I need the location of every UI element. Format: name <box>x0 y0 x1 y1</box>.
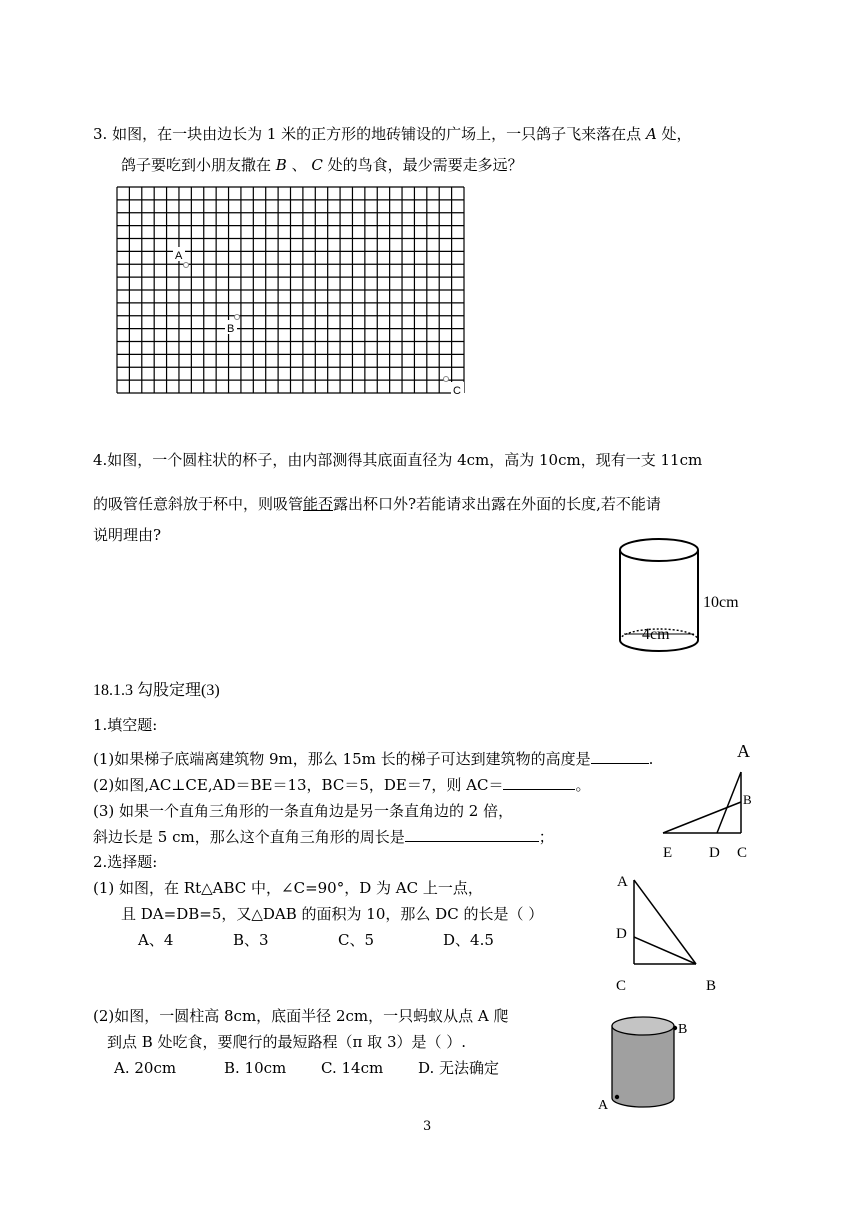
fill-q3a: (3) 如果一个直角三角形的一条直角边是另一条直角边的 2 倍， <box>93 802 514 820</box>
grid-label-c: C <box>453 385 461 397</box>
choice-q2-option-b[interactable]: B. 10cm <box>224 1059 287 1077</box>
choice-q1-option-a[interactable]: A、4 <box>138 931 174 949</box>
tri1-label-d: D <box>709 845 720 861</box>
q4-line2: 的吸管任意斜放于杯中，则吸管能否露出杯口外?若能请求出露在外面的长度,若不能请 <box>93 495 661 513</box>
tri1-label-c: C <box>737 845 748 861</box>
choice-q2-option-d[interactable]: D. 无法确定 <box>418 1059 500 1077</box>
fill-title: 1.填空题: <box>93 716 158 734</box>
shaded-cylinder-figure <box>595 1008 705 1118</box>
fill-q1: (1)如果梯子底端离建筑物 9m，那么 15m 长的梯子可达到建筑物的高度是 . <box>93 750 654 768</box>
point-c <box>444 377 449 382</box>
tri1-label-a: A <box>737 741 750 761</box>
choice-q2a: (2)如图，一圆柱高 8cm，底面半径 2cm，一只蚂蚁从点 A 爬 <box>93 1007 509 1025</box>
cyl2-label-b: B <box>678 1022 688 1037</box>
fill-q1-blank[interactable] <box>591 749 649 764</box>
section-title: 18.1.3 勾股定理(3) <box>93 682 220 699</box>
fill-q2-blank[interactable] <box>503 775 575 790</box>
tri2-label-a: A <box>617 874 628 890</box>
cyl2-label-a: A <box>598 1098 609 1113</box>
grid-label-a: A <box>175 250 183 262</box>
page-number: 3 <box>423 1119 432 1134</box>
cup-cylinder-figure <box>610 530 780 665</box>
tri2-label-c: C <box>616 978 627 994</box>
tri2-label-d: D <box>616 926 627 942</box>
fill-q3b: 斜边长是 5 cm，那么这个直角三角形的周长是 ； <box>93 828 554 846</box>
triangle-ace-figure <box>655 740 780 865</box>
cup-diameter-label: 4cm <box>642 626 670 643</box>
fill-q3-blank[interactable] <box>405 827 539 842</box>
q4-line1: 4.如图，一个圆柱状的杯子，由内部测得其底面直径为 4cm，高为 10cm，现有一支 11cm <box>93 451 703 469</box>
choice-q1-option-b[interactable]: B、3 <box>233 931 269 949</box>
triangle-abc-figure <box>610 868 730 998</box>
choice-q1-option-d[interactable]: D、4.5 <box>443 931 494 949</box>
choice-q1b: 且 DA=DB=5，又△DAB 的面积为 10，那么 DC 的长是（ ） <box>121 905 544 923</box>
q3-line1: 3. 如图，在一块由边长为 1 米的正方形的地砖铺设的广场上，一只鸽子飞来落在点 A 处， <box>93 125 692 143</box>
point-a <box>184 263 189 268</box>
q3-line2: 鸽子要吃到小朋友撒在 B 、 C 处的鸟食，最少需要走多远？ <box>121 156 523 174</box>
tri1-label-b: B <box>743 792 752 807</box>
choice-q2b: 到点 B 处吃食，要爬行的最短路程（π 取 3）是（ ）. <box>107 1033 467 1051</box>
point-b <box>235 315 240 320</box>
grid-lines <box>117 187 464 393</box>
grid-label-b: B <box>227 323 235 335</box>
choice-title: 2.选择题: <box>93 853 158 871</box>
choice-q2-option-c[interactable]: C. 14cm <box>321 1059 384 1077</box>
tri1-label-e: E <box>663 845 673 861</box>
tri2-label-b: B <box>706 978 717 994</box>
fill-q2: (2)如图,AC⊥CE,AD＝BE＝13，BC＝5，DE＝7，则 AC＝ 。 <box>93 776 591 794</box>
choice-q1a: (1) 如图，在 Rt△ABC 中，∠C=90°，D 为 AC 上一点， <box>93 879 483 897</box>
cup-height-label: 10cm <box>703 594 739 611</box>
grid-figure <box>117 187 467 397</box>
choice-q1-option-c[interactable]: C、5 <box>338 931 375 949</box>
q4-line3: 说明理由? <box>93 526 162 544</box>
choice-q2-option-a[interactable]: A. 20cm <box>114 1059 177 1077</box>
